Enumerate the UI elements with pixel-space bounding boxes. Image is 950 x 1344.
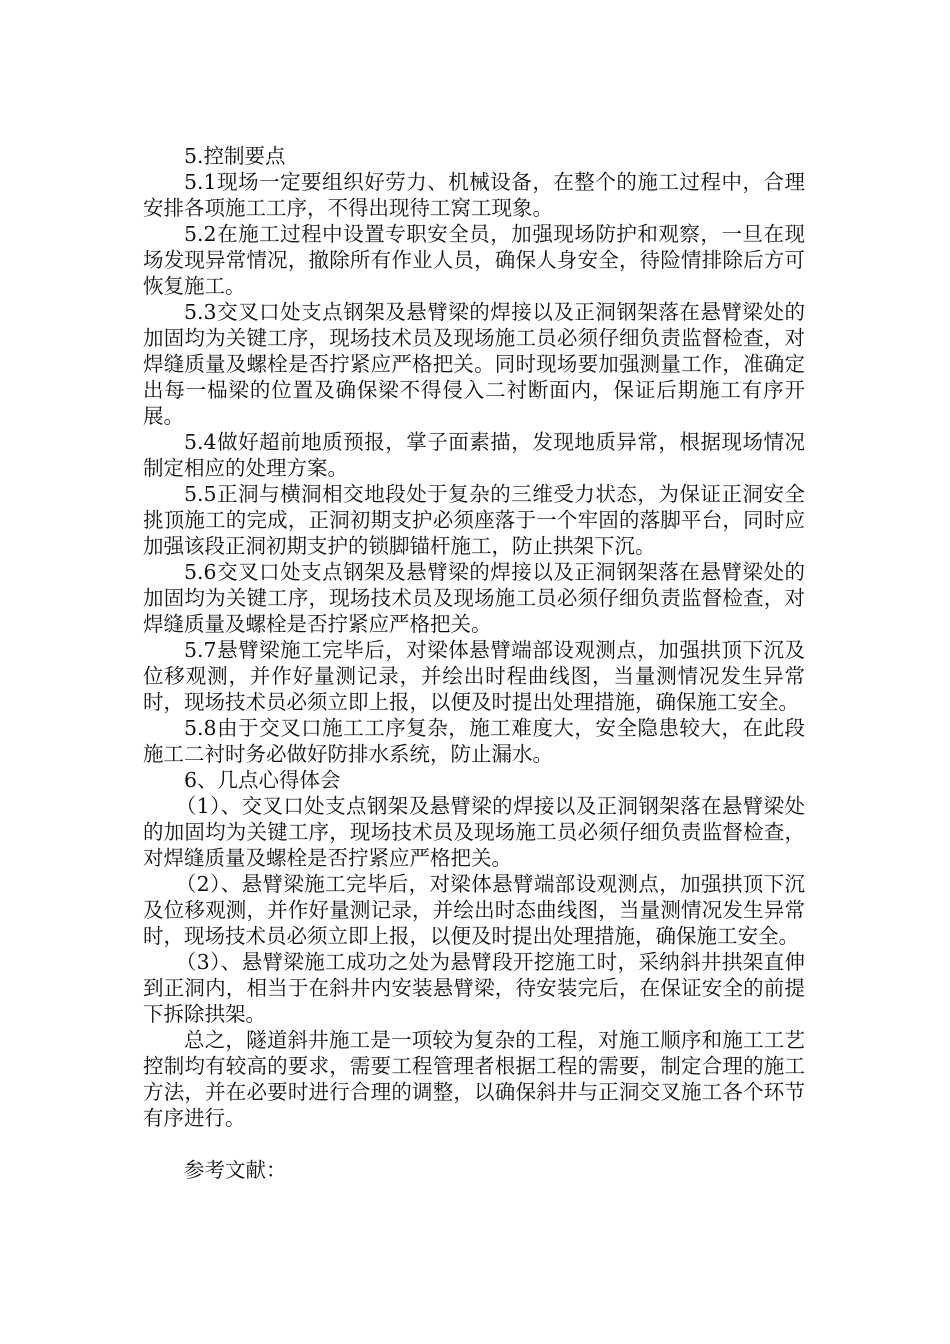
paragraph-5-8: 5.8由于交叉口施工工序复杂，施工难度大，安全隐患较大，在此段施工二衬时务必做好防排水系统，防止漏水。 (143, 716, 805, 766)
paragraph-5-1: 5.1现场一定要组织好劳力、机械设备，在整个的施工过程中，合理安排各项施工工序，不得出现待工窝工现象。 (143, 170, 805, 220)
section-heading-experience: 6、几点心得体会 (184, 768, 341, 792)
paragraph-5-6: 5.6交叉口处支点钢架及悬臂梁的焊接以及正洞钢架落在悬臂梁处的加固均为关键工序，现场技术员及现场施工员必须仔细负责监督检查，对焊缝质量及螺栓是否拧紧应严格把关。 (143, 560, 805, 636)
paragraph-5-5: 5.5正洞与横洞相交地段处于复杂的三维受力状态，为保证正洞安全挑顶施工的完成，正洞初期支护必须座落于一个牢固的落脚平台，同时应加强该段正洞初期支护的锁脚锚杆施工，防止拱架下沉。 (143, 482, 805, 558)
experience-item-1: （1）、交叉口处支点钢架及悬臂梁的焊接以及正洞钢架落在悬臂梁处的加固均为关键工序，现场技术员及现场施工员必须仔细负责监督检查，对焊缝质量及螺栓是否拧紧应严格把关。 (143, 794, 805, 870)
conclusion-paragraph: 总之，隧道斜井施工是一项较为复杂的工程，对施工顺序和施工工艺控制均有较高的要求，需要工程管理者根据工程的需要，制定合理的施工方法，并在必要时进行合理的调整，以确保斜井与正洞交叉施工各个环节有序进行。 (143, 1028, 805, 1130)
paragraph-5-3: 5.3交叉口处支点钢架及悬臂梁的焊接以及正洞钢架落在悬臂梁处的加固均为关键工序，现场技术员及现场施工员必须仔细负责监督检查，对焊缝质量及螺栓是否拧紧应严格把关。同时现场要加强测量工作，准确定出每一榀梁的位置及确保梁不得侵入二衬断面内，保证后期施工有序开展。 (143, 300, 805, 428)
references-heading: 参考文献： (184, 1158, 287, 1182)
experience-item-2: （2）、悬臂梁施工完毕后，对梁体悬臂端部设观测点，加强拱顶下沉及位移观测，并作好量测记录，并绘出时态曲线图，当量测情况发生异常时，现场技术员必须立即上报，以便及时提出处理措施，确保施工安全。 (143, 872, 805, 948)
paragraph-5-4: 5.4做好超前地质预报，掌子面素描，发现地质异常，根据现场情况制定相应的处理方案。 (143, 430, 805, 480)
paragraph-5-2: 5.2在施工过程中设置专职安全员，加强现场防护和观察，一旦在现场发现异常情况，撤除所有作业人员，确保人身安全，待险情排除后方可恢复施工。 (143, 222, 805, 298)
section-heading-control-points: 5.控制要点 (184, 144, 286, 168)
blank-line (143, 1131, 805, 1157)
document-page (143, 143, 805, 1183)
experience-item-3: （3）、悬臂梁施工成功之处为悬臂段开挖施工时，采纳斜井拱架直伸到正洞内，相当于在斜井内安装悬臂梁，待安装完后，在保证安全的前提下拆除拱架。 (143, 950, 805, 1026)
paragraph-5-7: 5.7悬臂梁施工完毕后，对梁体悬臂端部设观测点，加强拱顶下沉及位移观测，并作好量测记录，并绘出时程曲线图，当量测情况发生异常时，现场技术员必须立即上报，以便及时提出处理措施，确保施工安全。 (143, 638, 805, 714)
